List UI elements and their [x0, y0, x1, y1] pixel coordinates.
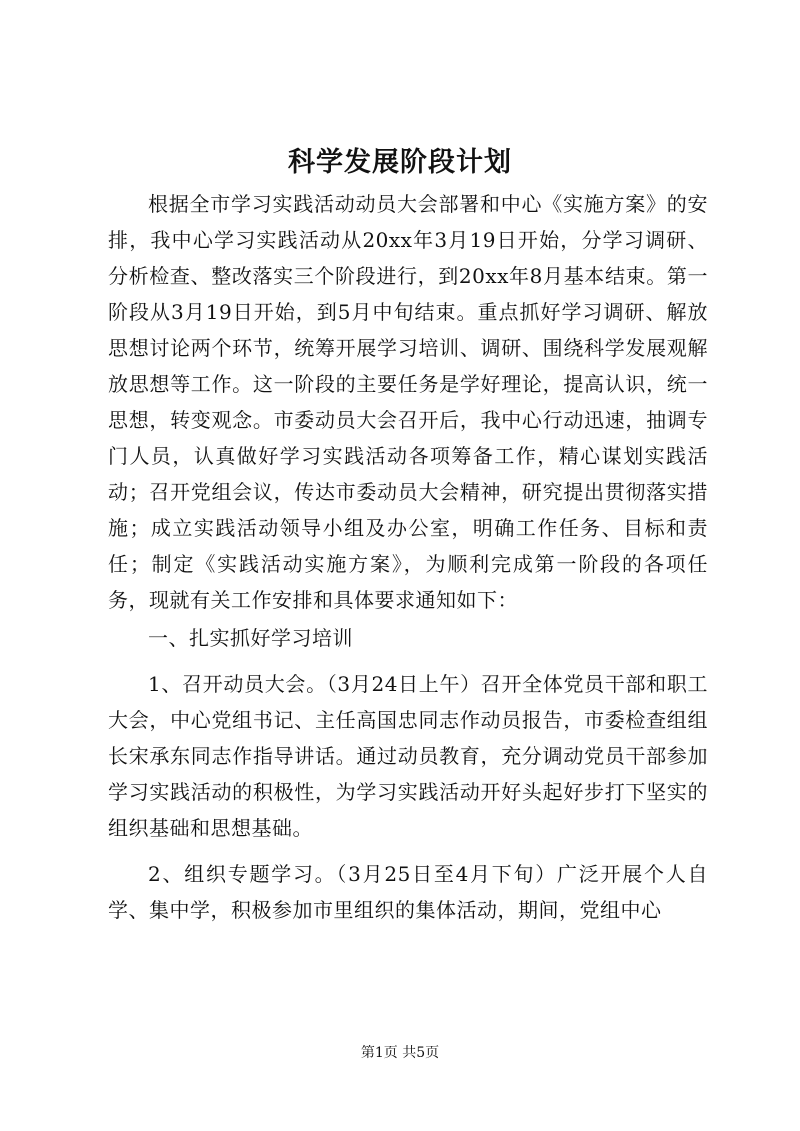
section-heading-1: 一、扎实抓好学习培训: [148, 626, 353, 650]
item-paragraph-2: 2、组织专题学习。（3月25日至4月下旬）广泛开展个人自学、集中学，积极参加市里组织的集体活动，期间，党组中心: [108, 862, 708, 922]
intro-paragraph: 根据全市学习实践活动动员大会部署和中心《实施方案》的安排，我中心学习实践活动从20xx年3月19日开始，分学习调研、分析检查、整改落实三个阶段进行，到20xx年8月基本结束。第一阶段从3月19日开始，到5月中旬结束。重点抓好学习调研、解放思想讨论两个环节，统筹开展学习培训、调研、围绕科学发展观解放思想等工作。这一阶段的主要任务是学好理论，提高认识，统一思想，转变观念。市委动员大会召开后，我中心行动迅速，抽调专门人员，认真做好学习实践活动各项筹备工作，精心谋划实践活动；召开党组会议，传达市委动员大会精神，研究提出贯彻落实措施；成立实践活动领导小组及办公室，明确工作任务、目标和责任；制定《实践活动实施方案》，为顺利完成第一阶段的各项任务，现就有关工作安排和具体要求通知如下：: [108, 192, 708, 612]
item-paragraph-1: 1、召开动员大会。（3月24日上午）召开全体党员干部和职工大会，中心党组书记、主任高国忠同志作动员报告，市委检查组组长宋承东同志作指导讲话。通过动员教育，充分调动党员干部参加学习实践活动的积极性，为学习实践活动开好头起好步打下坚实的组织基础和思想基础。: [108, 672, 708, 840]
document-title: 科学发展阶段计划: [288, 147, 512, 178]
page-number-footer: 第1页 共5页: [360, 1045, 440, 1061]
document-body: [108, 186, 708, 928]
